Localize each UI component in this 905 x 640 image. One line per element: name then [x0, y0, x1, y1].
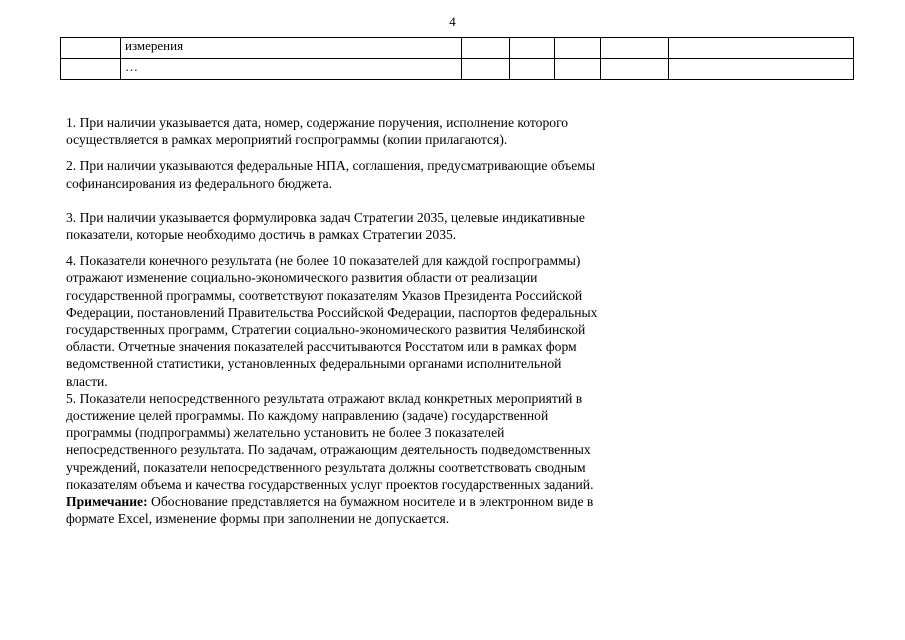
- table-cell: [510, 59, 555, 80]
- table-cell: [601, 38, 669, 59]
- footnote-1: 1. При наличии указывается дата, номер, содержание поручения, исполнение которого осуществляется в рамках мероприятий госпрограммы (копии прилагаются).: [66, 115, 569, 148]
- table-cell: [61, 59, 121, 80]
- footnote-2: 2. При наличии указываются федеральные НПА, соглашения, предусматривающие объемы софинансирования из федерального бюджета.: [66, 158, 596, 191]
- note-text: Обоснование представляется на бумажном носителе и в электронном виде в формате Excel, изменение формы при заполнении не допускается.: [66, 494, 594, 527]
- continuation-table: [60, 37, 854, 80]
- table-cell: [601, 59, 669, 80]
- table-cell: [462, 59, 510, 80]
- table-cell: [61, 38, 121, 59]
- page-number: 4: [449, 14, 456, 29]
- table-cell: [462, 38, 510, 59]
- table-cell: [669, 59, 854, 80]
- table-cell: [555, 38, 601, 59]
- table-row: [61, 59, 854, 80]
- table-row: [61, 38, 854, 59]
- footnote-5: 5. Показатели непосредственного результата отражают вклад конкретных мероприятий в достижение целей программы. По каждому направлению (задаче) государственной программы (подпрограммы) желательно установить не более 3 показателей непосредственного результата. По задачам, отражающим деятельность подведомственных учреждений, показатели непосредственного результата должны соответствовать сводным показателям объема и качества государственных услуг проектов государственных заданий.: [66, 390, 594, 492]
- table-cell: измерения: [121, 38, 462, 59]
- note-label: Примечание:: [66, 494, 148, 510]
- note-paragraph: [66, 493, 696, 527]
- table-cell: [669, 38, 854, 59]
- footnote-4: 4. Показатели конечного результата (не более 10 показателей для каждой госпрограммы) отражают изменение социально-экономического развития области от реализации государственной программы, соответствуют показателям Указов Президента Российской Федерации, постановлений Правительства Российской Федерации, паспортов федеральных государственных программ, Стратегии социально-экономического развития Челябинской области. Отчетные значения показателей рассчитываются Росстатом или в рамках форм ведомственной статистики, установленных федеральными органами исполнительной власти.: [66, 253, 598, 389]
- footnote-3: 3. При наличии указывается формулировка задач Стратегии 2035, целевые индикативные показатели, которые необходимо достичь в рамках Стратегии 2035.: [66, 209, 585, 243]
- table-cell: [510, 38, 555, 59]
- footnotes: [66, 114, 696, 527]
- table-cell: [555, 59, 601, 80]
- table-cell: …: [121, 59, 462, 80]
